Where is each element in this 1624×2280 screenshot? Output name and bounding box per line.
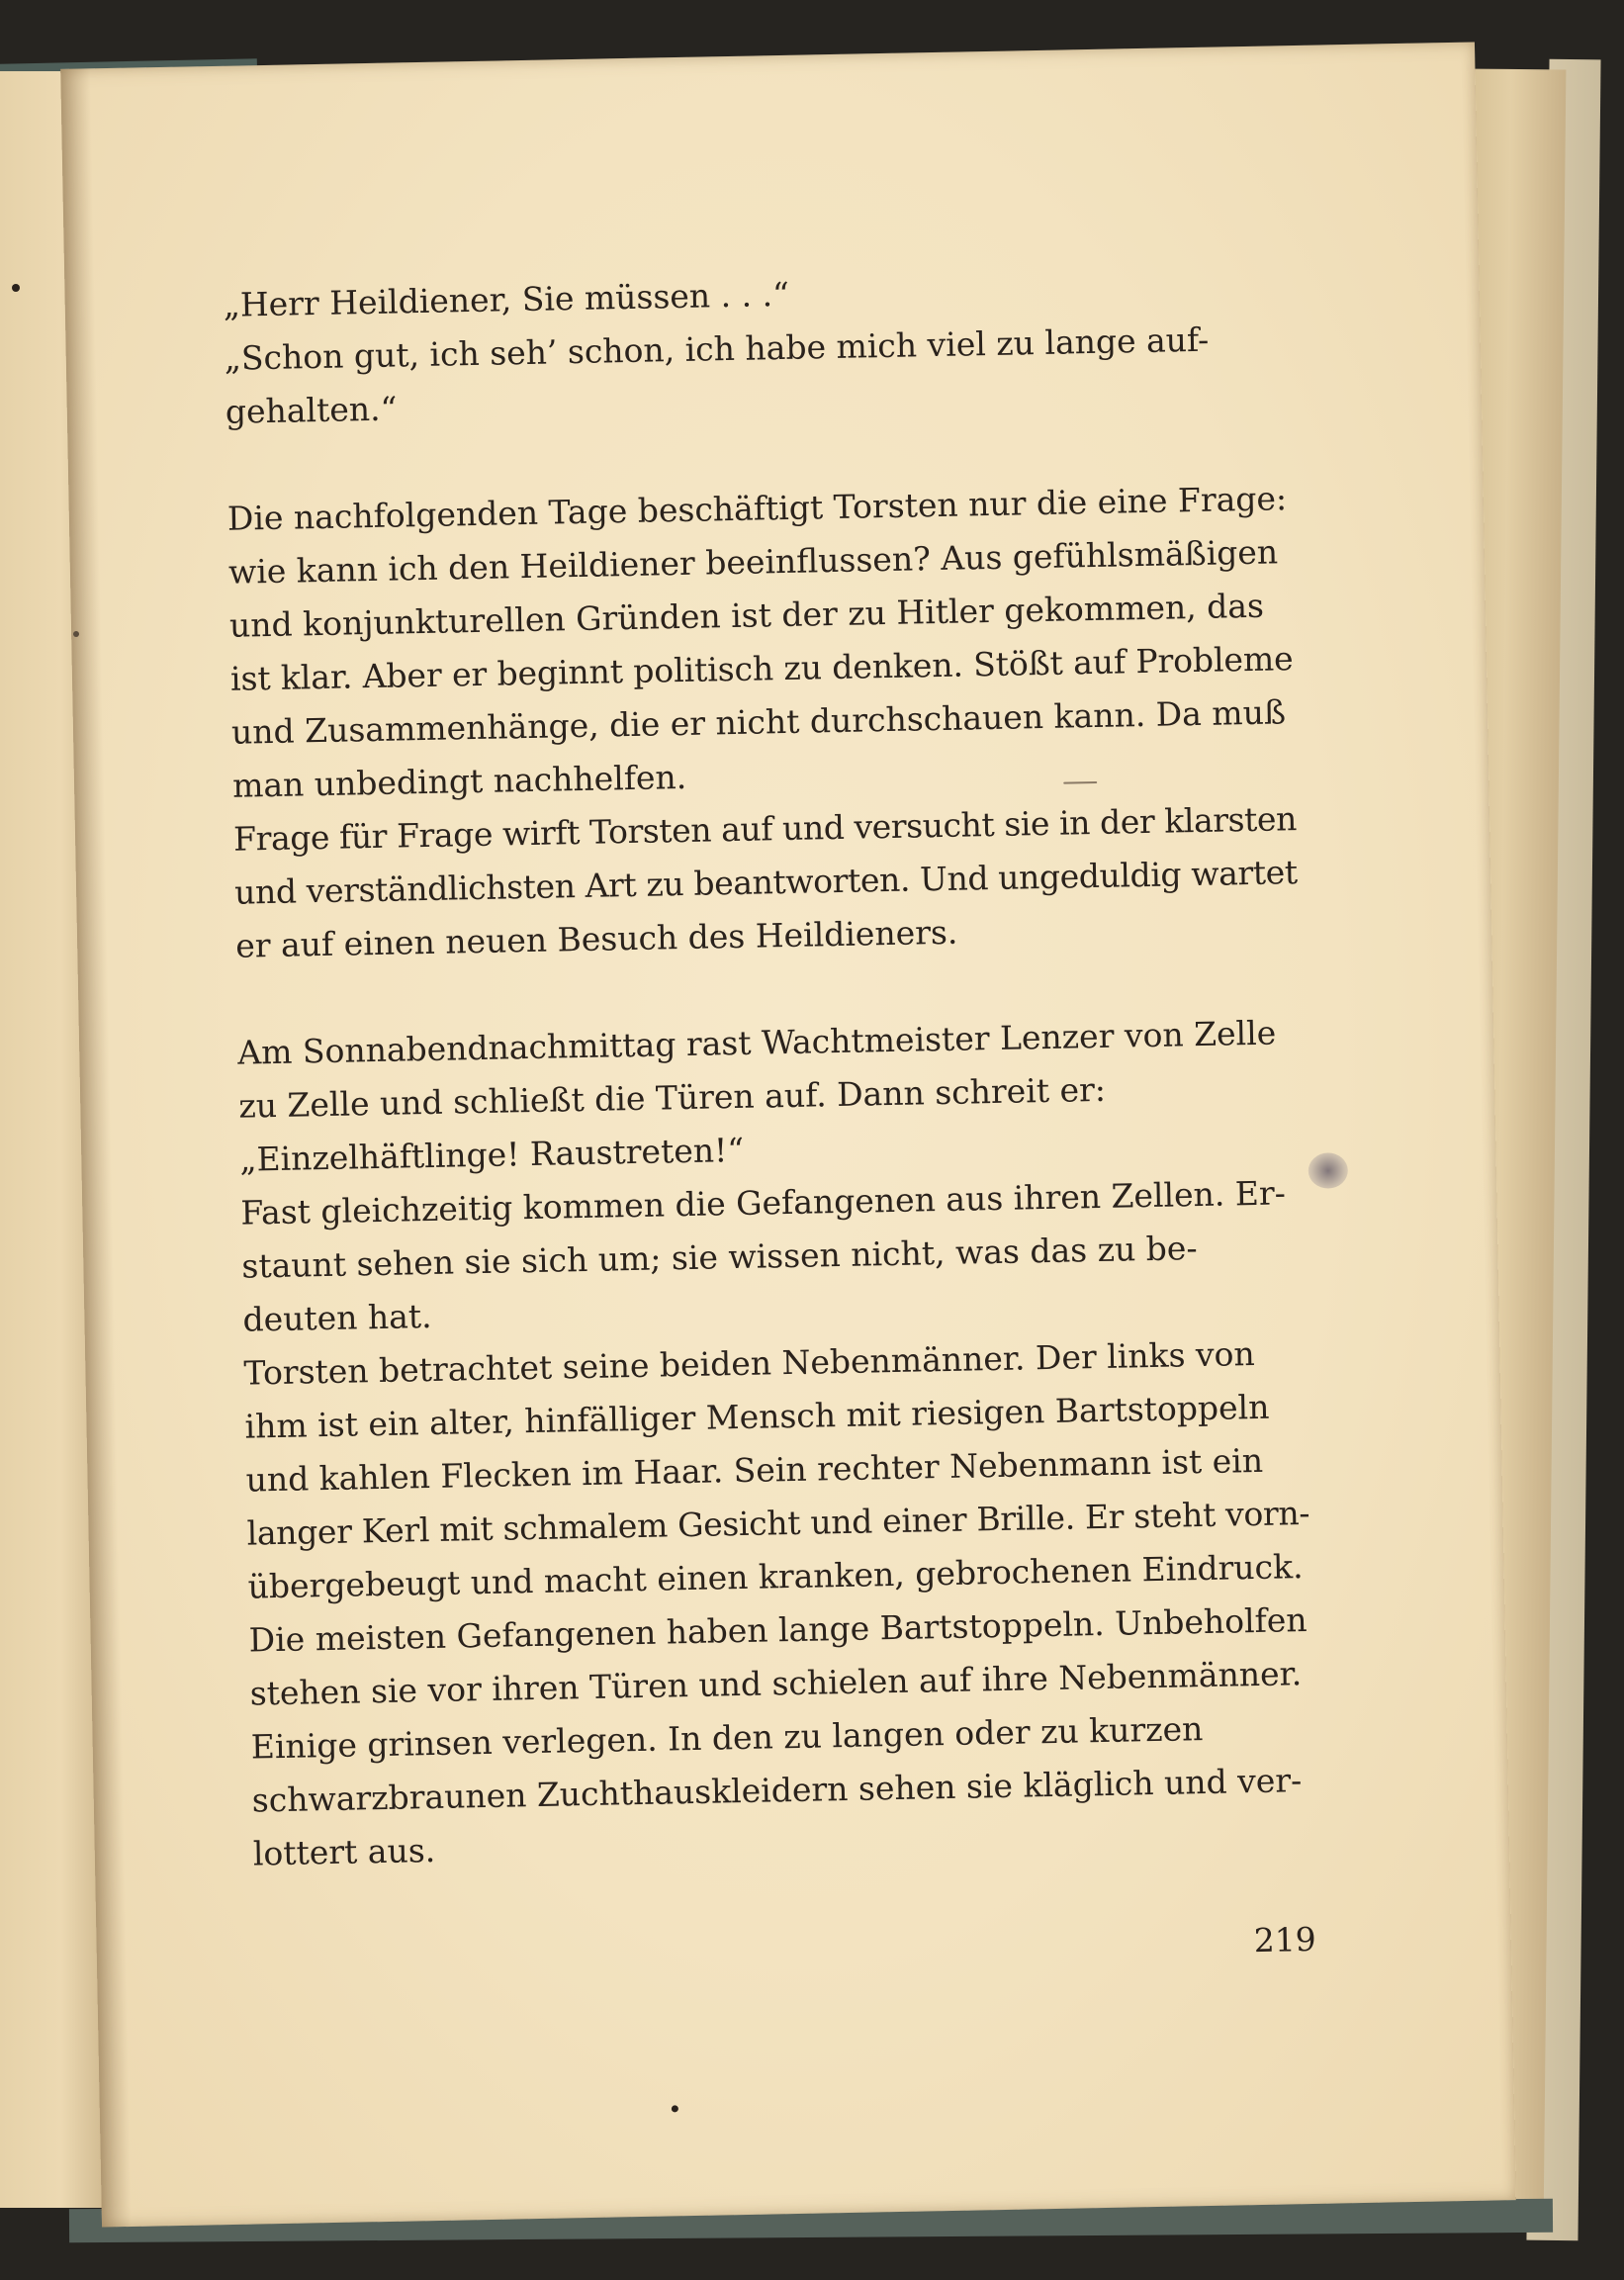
text-line: ist klar. Aber er beginnt politisch zu denken. Stößt auf Probleme: [229, 639, 1294, 698]
text-line: „Einzelhäftlinge! Raustreten!“: [239, 1130, 745, 1179]
text-line: man unbedingt nachhelfen.: [231, 757, 687, 805]
text-line: Die meisten Gefangenen haben lange Bartstoppeln. Unbeholfen: [248, 1600, 1308, 1660]
paragraph: [243, 1326, 1316, 1881]
text-line: lottert aus.: [252, 1830, 436, 1873]
text-line: übergebeugt und macht einen kranken, gebrochenen Eindruck.: [247, 1547, 1304, 1606]
paragraph: [226, 472, 1296, 813]
paragraph: [240, 1166, 1307, 1347]
book-page: [60, 42, 1516, 2227]
text-line: ihm ist ein alter, hinfälliger Mensch mit riesigen Bartstoppeln: [244, 1387, 1270, 1446]
text-line: und kahlen Flecken im Haar. Sein rechter Nebenmann ist ein: [245, 1440, 1264, 1500]
paragraph: [224, 312, 1289, 439]
page-number: 219: [1253, 1919, 1317, 1961]
text-line: Fast gleichzeitig kommen die Gefangenen aus ihren Zellen. Er-: [240, 1173, 1287, 1232]
text-line: staunt sehen sie sich um; sie wissen nicht, was das zu be-: [241, 1229, 1198, 1286]
text-line: langer Kerl mit schmalem Gesicht und einer Brille. Er steht vorn-: [246, 1493, 1310, 1553]
text-line: und verständlichsten Art zu beantworten. Und ungeduldig wartet: [233, 853, 1299, 912]
text-line: er auf einen neuen Besuch des Heildieners.: [234, 912, 958, 965]
text-line: gehalten.“: [225, 389, 398, 431]
ink-speck: [12, 284, 20, 292]
text-line: Torsten betrachtet seine beiden Nebenmänner. Der links von: [243, 1333, 1256, 1393]
text-line: zu Zelle und schließt die Türen auf. Dann schreit er:: [237, 1069, 1107, 1126]
text-line: wie kann ich den Heildiener beeinflussen? Aus gefühlsmäßigen: [227, 532, 1279, 592]
text-line: Am Sonnabendnachmittag rast Wachtmeister Lenzer von Zelle: [236, 1013, 1277, 1072]
ink-speck: [672, 2105, 678, 2112]
text-line: und konjunkturellen Gründen ist der zu Hitler gekommen, das: [228, 586, 1265, 645]
paragraph: [233, 792, 1300, 973]
text-line: Frage für Frage wirft Torsten auf und versucht sie in der klarsten: [232, 799, 1298, 859]
text-line: Einige grinsen verlegen. In den zu langen oder zu kurzen: [250, 1709, 1204, 1767]
text-line: schwarzbraunen Zuchthauskleidern sehen sie kläglich und ver-: [251, 1761, 1303, 1820]
text-line: deuten hat.: [242, 1296, 432, 1339]
text-line: und Zusammenhänge, die er nicht durchschauen kann. Da muß: [230, 692, 1287, 752]
paper-stain: [1308, 1152, 1348, 1189]
text-line: „Herr Heildiener, Sie müssen . . .“: [223, 274, 790, 324]
body-text: [223, 258, 1316, 1880]
ink-speck: [73, 631, 79, 637]
text-line: Die nachfolgenden Tage beschäftigt Torsten nur die eine Frage:: [226, 479, 1288, 538]
paragraph: [237, 1006, 1303, 1134]
text-line: stehen sie vor ihren Türen und schielen auf ihre Nebenmänner.: [249, 1654, 1303, 1713]
text-line: „Schon gut, ich seh’ schon, ich habe mich viel zu lange auf-: [224, 319, 1210, 378]
